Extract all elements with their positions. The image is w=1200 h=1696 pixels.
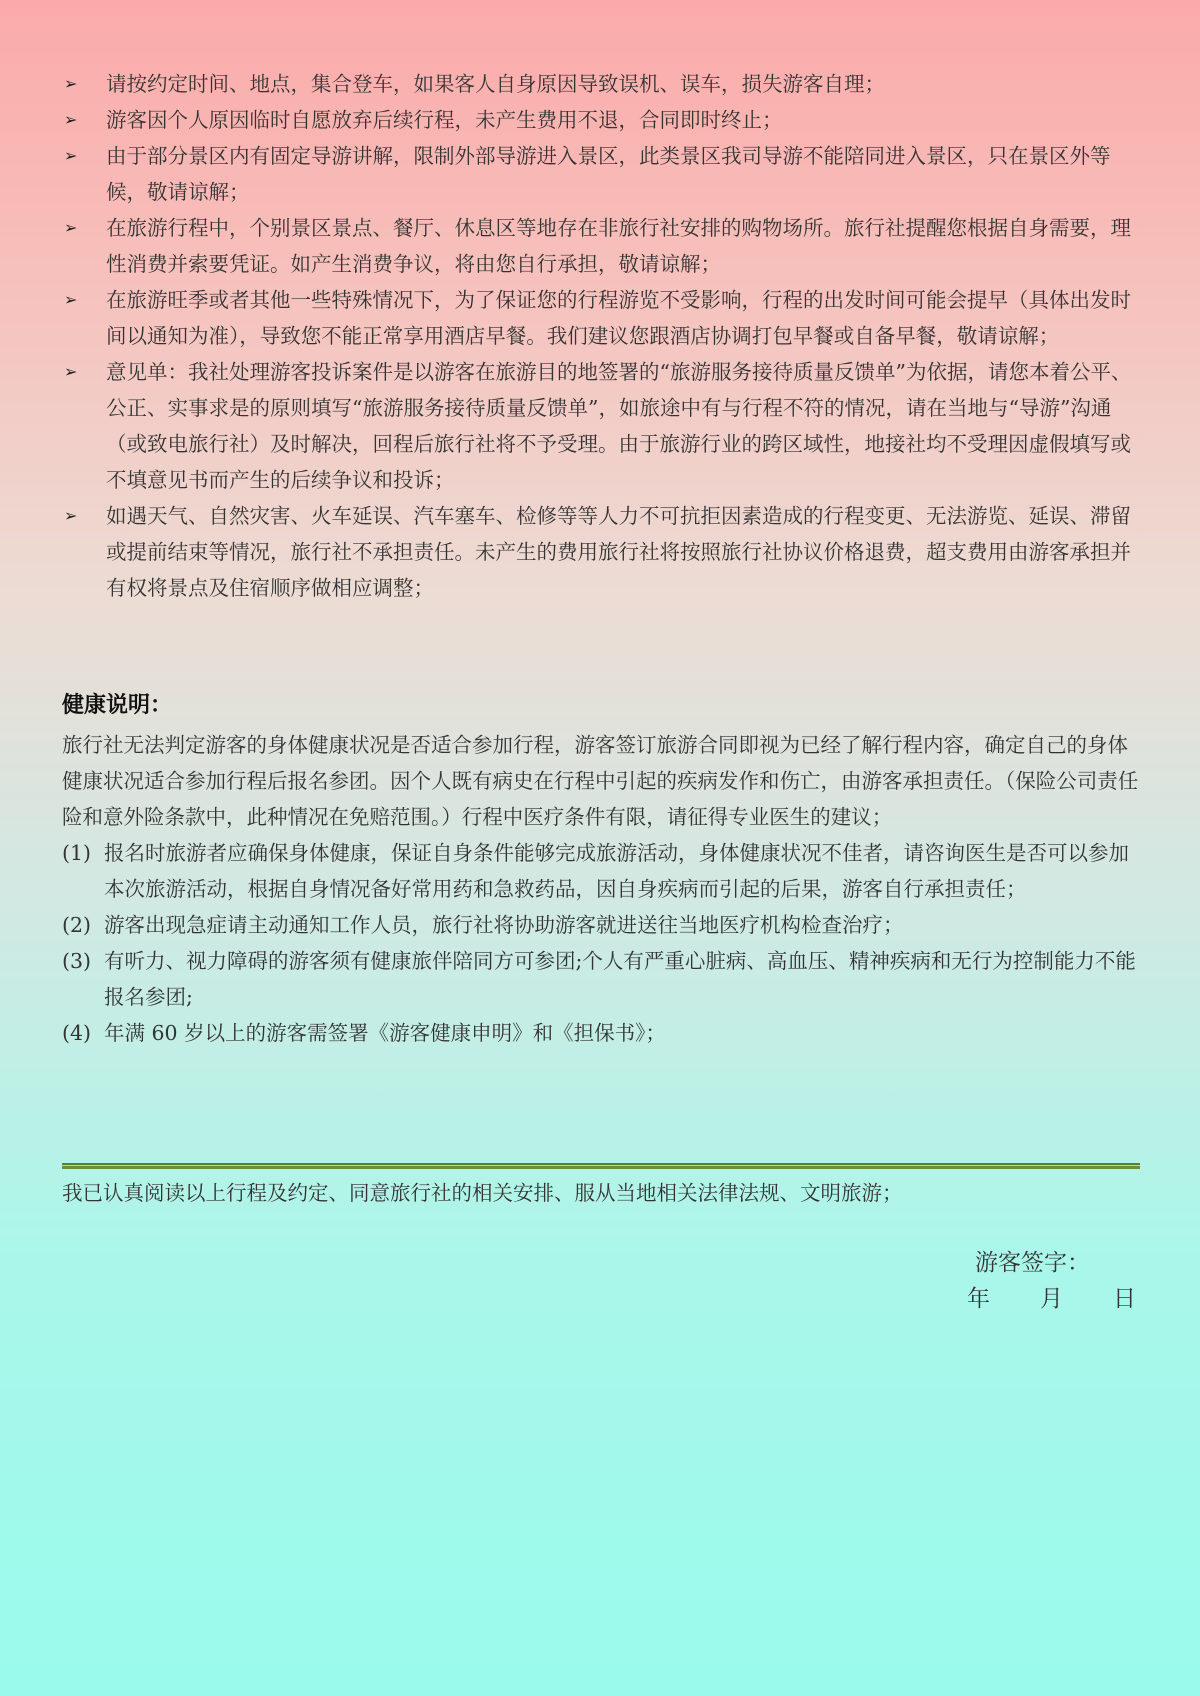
health-section-title: 健康说明：: [62, 693, 173, 718]
item-text: 有听力、视力障碍的游客须有健康旅伴陪同方可参团;个人有严重心脏病、高血压、精神疾病和无行为控制能力不能报名参团;: [104, 949, 1136, 1009]
item-number: (2): [62, 913, 92, 937]
date-month: 月: [1040, 1286, 1063, 1312]
signature-date: [967, 1281, 1136, 1317]
item-number: (4): [62, 1021, 92, 1045]
list-item: [62, 66, 1142, 102]
list-item: [62, 138, 1142, 210]
item-number: (3): [62, 949, 92, 973]
item-text: 报名时旅游者应确保身体健康，保证自身条件能够完成旅游活动，身体健康状况不佳者，请咨询医生是否可以参加本次旅游活动，根据自身情况备好常用药和急救药品，因自身疾病而引起的后果，游客自行承担责任；: [104, 841, 1129, 901]
section-divider: [62, 1163, 1140, 1169]
item-text: 游客出现急症请主动通知工作人员，旅行社将协助游客就进送往当地医疗机构检查治疗；: [104, 913, 904, 937]
note-text: 在旅游旺季或者其他一些特殊情况下，为了保证您的行程游览不受影响，行程的出发时间可能会提早（具体出发时间以通知为准），导致您不能正常享用酒店早餐。我们建议您跟酒店协调打包早餐或自备早餐，敬请谅解；: [106, 288, 1131, 348]
list-item: [62, 102, 1142, 138]
arrowhead-bullet-icon: ➢: [64, 290, 78, 309]
note-text: 由于部分景区内有固定导游讲解，限制外部导游进入景区，此类景区我司导游不能陪同进入景区，只在景区外等候，敬请谅解；: [106, 144, 1111, 204]
list-item: [62, 835, 1142, 907]
note-text: 意见单：我社处理游客投诉案件是以游客在旅游目的地签署的“旅游服务接待质量反馈单”为依据，请您本着公平、公正、实事求是的原则填写“旅游服务接待质量反馈单”，如旅途中有与行程不符的情况，请在当地与“导游”沟通（或致电旅行社）及时解决，回程后旅行社将不予受理。由于旅游行业的跨区域性，地接社均不受理因虚假填写或不填意见书而产生的后续争议和投诉；: [106, 360, 1132, 492]
list-item: [62, 943, 1142, 1015]
list-item: [62, 282, 1142, 354]
notes-list: [62, 66, 1142, 606]
arrowhead-bullet-icon: ➢: [64, 110, 78, 129]
note-text: 如遇天气、自然灾害、火车延误、汽车塞车、检修等等人力不可抗拒因素造成的行程变更、无法游览、延误、滞留或提前结束等情况，旅行社不承担责任。未产生的费用旅行社将按照旅行社协议价格退费，超支费用由游客承担并有权将景点及住宿顺序做相应调整；: [106, 504, 1131, 600]
arrowhead-bullet-icon: ➢: [64, 506, 78, 525]
list-item: [62, 907, 1142, 943]
arrowhead-bullet-icon: ➢: [64, 74, 78, 93]
list-item: [62, 210, 1142, 282]
arrowhead-bullet-icon: ➢: [64, 218, 78, 237]
health-intro: 旅行社无法判定游客的身体健康状况是否适合参加行程，游客签订旅游合同即视为已经了解行程内容，确定自己的身体健康状况适合参加行程后报名参团。因个人既有病史在行程中引起的疾病发作和伤亡，由游客承担责任。（保险公司责任险和意外险条款中，此种情况在免赔范围。）行程中医疗条件有限，请征得专业医生的建议；: [62, 733, 1139, 829]
signature-label: 游客签字：: [975, 1250, 1090, 1276]
arrowhead-bullet-icon: ➢: [64, 146, 78, 165]
date-year: 年: [967, 1286, 990, 1312]
list-item: [62, 498, 1142, 606]
item-number: (1): [62, 841, 92, 865]
list-item: [62, 354, 1142, 498]
agreement-statement: 我已认真阅读以上行程及约定、同意旅行社的相关安排、服从当地相关法律法规、文明旅游；: [62, 1181, 903, 1205]
date-day: 日: [1113, 1286, 1136, 1312]
list-item: [62, 1015, 1142, 1051]
note-text: 游客因个人原因临时自愿放弃后续行程，未产生费用不退，合同即时终止；: [106, 108, 783, 132]
health-section: [62, 727, 1142, 1051]
arrowhead-bullet-icon: ➢: [64, 362, 78, 381]
note-text: 在旅游行程中，个别景区景点、餐厅、休息区等地存在非旅行社安排的购物场所。旅行社提醒您根据自身需要，理性消费并索要凭证。如产生消费争议，将由您自行承担，敬请谅解；: [106, 216, 1131, 276]
item-text: 年满 60 岁以上的游客需签署《游客健康申明》和《担保书》；: [104, 1021, 666, 1045]
note-text: 请按约定时间、地点，集合登车，如果客人自身原因导致误机、误车，损失游客自理；: [106, 72, 885, 96]
